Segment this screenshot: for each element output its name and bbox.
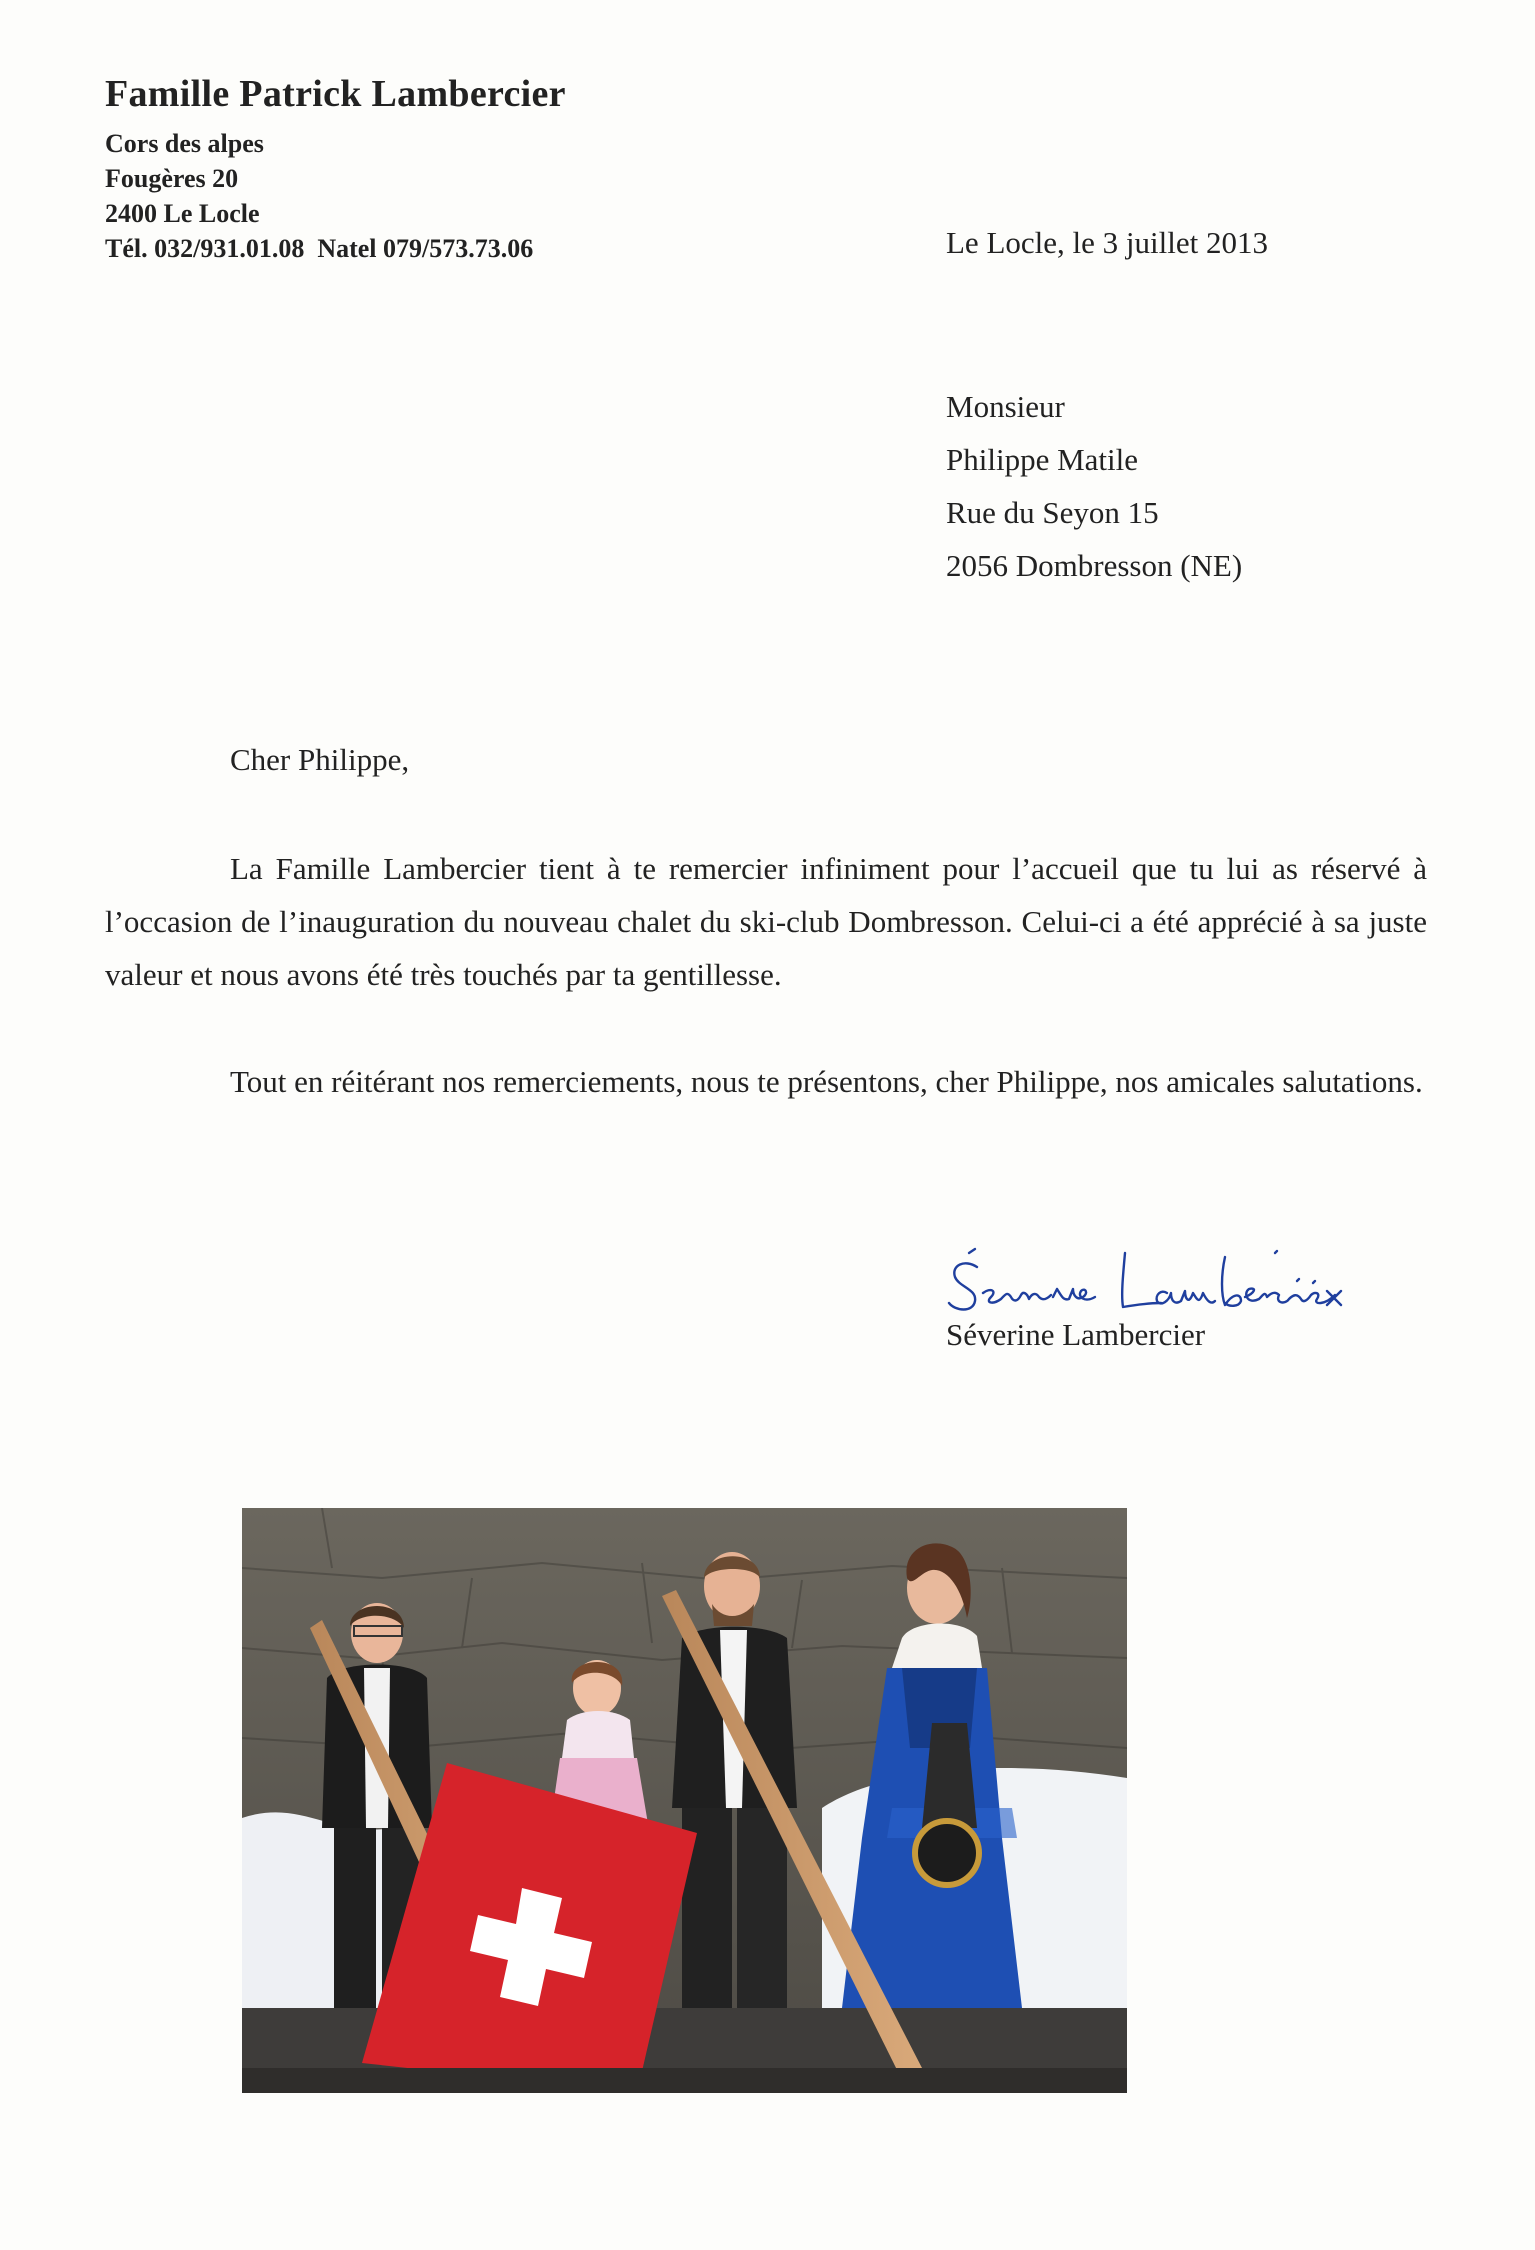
family-photo-illustration: [242, 1508, 1127, 2093]
recipient-name: Philippe Matile: [946, 442, 1139, 477]
recipient-street: Rue du Seyon 15: [946, 495, 1159, 530]
sender-line-1: Cors des alpes: [105, 129, 264, 158]
recipient-title: Monsieur: [946, 389, 1065, 424]
body-paragraph-2: [105, 1055, 1427, 1108]
sender-line-2: Fougères 20: [105, 164, 239, 193]
family-photo: [242, 1508, 1127, 2093]
body-paragraph-1-text: La Famille Lambercier tient à te remercier infiniment pour l’accueil que tu lui as réservé à l’occasion de l’inauguration du nouveau chalet du ski-club Dombresson. Celui-ci a été apprécié à sa juste valeur et nous avons été très touchés par ta gentillesse.: [105, 851, 1427, 992]
sender-letterhead: [105, 72, 566, 266]
body-paragraph-2-text: Tout en réitérant nos remerciements, nous te présentons, cher Philippe, nos amicales salutations.: [230, 1064, 1423, 1099]
letter-date: Le Locle, le 3 juillet 2013: [946, 225, 1268, 260]
signatory-name: Séverine Lambercier: [946, 1317, 1206, 1352]
recipient-address: [946, 380, 1242, 592]
recipient-city: 2056 Dombresson (NE): [946, 548, 1243, 583]
body-paragraph-1: [105, 842, 1427, 1001]
salutation: Cher Philippe,: [230, 742, 410, 777]
sender-phones: Tél. 032/931.01.08 Natel 079/573.73.06: [105, 234, 534, 263]
sender-line-3: 2400 Le Locle: [105, 199, 260, 228]
handwritten-signature: [945, 1245, 1355, 1325]
sender-name: Famille Patrick Lambercier: [105, 73, 566, 115]
